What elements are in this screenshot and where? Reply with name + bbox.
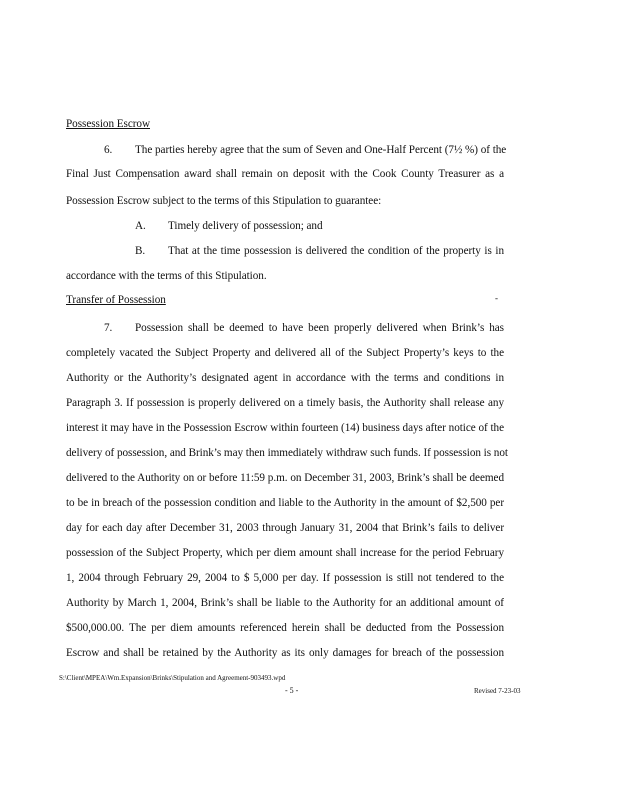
footer-page-number: - 5 - [285, 686, 299, 695]
item-b-label: B. [135, 245, 146, 257]
para7-line: Authority or the Authority’s designated agent in accordance with the terms and conditions in [66, 372, 504, 384]
margin-dash: - [495, 293, 498, 303]
item-b-text: That at the time possession is delivered the condition of the property is in [168, 245, 504, 257]
para7-number: 7. [104, 322, 113, 334]
para6-line-3: Possession Escrow subject to the terms of this Stipulation to guarantee: [66, 195, 382, 207]
heading-possession-escrow: Possession Escrow [66, 118, 150, 130]
para6-line-1: The parties hereby agree that the sum of Seven and One-Half Percent (7½ %) of the [135, 144, 507, 156]
para7-line: Escrow and shall be retained by the Authority as its only damages for breach of the possession [66, 647, 504, 659]
para7-line: Paragraph 3. If possession is properly delivered on a timely basis, the Authority shall release any [66, 397, 504, 409]
para7-line: day for each day after December 31, 2003 through January 31, 2004 that Brink’s fails to deliver [66, 522, 504, 534]
para7-line: completely vacated the Subject Property and delivered all of the Subject Property’s keys to the [66, 347, 504, 359]
para6-number: 6. [104, 144, 113, 156]
heading-transfer-of-possession: Transfer of Possession [66, 294, 166, 306]
item-a-label: A. [135, 220, 146, 232]
para6-line-2: Final Just Compensation award shall remain on deposit with the Cook County Treasurer as a [66, 168, 504, 180]
para7-line: Authority by March 1, 2004, Brink’s shall be liable to the Authority for an additional amount of [66, 597, 504, 609]
para7-line: $500,000.00. The per diem amounts referenced herein shall be deducted from the Possession [66, 622, 504, 634]
para7-line: possession of the Subject Property, which per diem amount shall increase for the period February [66, 547, 504, 559]
para7-line: Possession shall be deemed to have been properly delivered when Brink’s has [135, 322, 504, 334]
para7-line: delivered to the Authority on or before 11:59 p.m. on December 31, 2003, Brink’s shall be deemed [66, 472, 504, 484]
para7-line: 1, 2004 through February 29, 2004 to $ 5,000 per day. If possession is still not tendered to the [66, 572, 504, 584]
item-b-continuation: accordance with the terms of this Stipulation. [66, 270, 267, 282]
para7-line: interest it may have in the Possession Escrow within fourteen (14) business days after notice of the [66, 422, 504, 434]
footer-revised-date: Revised 7-23-03 [474, 687, 521, 695]
footer-file-path: S:\Client\MPEA\Wm.Expansion\Brinks\Stipulation and Agreement-903493.wpd [59, 674, 286, 682]
item-a-text: Timely delivery of possession; and [168, 220, 323, 232]
para7-line: to be in breach of the possession condition and liable to the Authority in the amount of $2,500 per [66, 497, 504, 509]
para7-line: delivery of possession, and Brink’s may then immediately withdraw such funds. If possession is not [66, 447, 508, 459]
